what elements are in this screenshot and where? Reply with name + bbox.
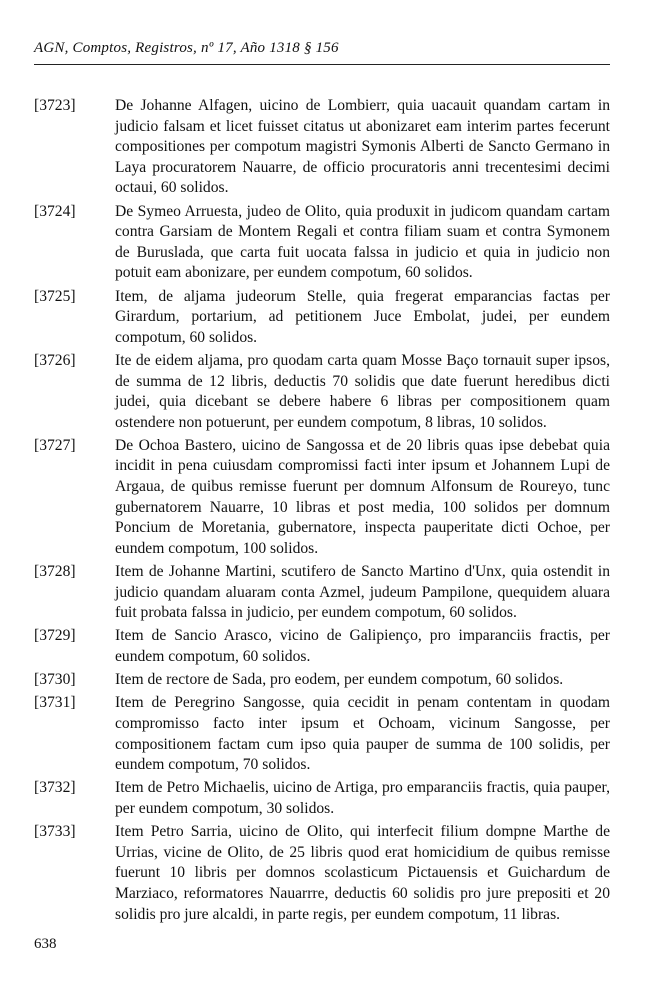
entry-3733 bbox=[34, 822, 610, 925]
entry-3725 bbox=[34, 287, 610, 349]
entry-text: Item, de aljama judeorum Stelle, quia fregerat emparancias factas per Girardum, portarium, ad petitionem Juce Embolat, judei, per eundem compotum, 60 solidos. bbox=[115, 287, 610, 346]
entry-text: Item de Peregrino Sangosse, quia cecidit in penam contentam in quodam compromisso facto inter ipsum et Ochoam, vicinum Sangosse, per compositionem factam cum ipso quia pauper de summa de 100 solidis, per eundem compotum, 70 solidos. bbox=[115, 694, 610, 774]
entry-text: De Ochoa Bastero, uicino de Sangossa et de 20 libris quas ipse debebat quia incidit in pena cuiusdam compromissi facti inter ipsum et Johannem Lupi de Argaua, de quibus remisse fuerunt per domnum Alfonsum de Roureyo, tunc gubernatorem Nauarre, 10 libras et post media, 100 solidos per domnum Poncium de Moretania, gubernatore, inspecta pauperitate dicti Ochoe, per eundem compotum, 100 solidos. bbox=[115, 436, 610, 557]
entry-number: [3727] bbox=[34, 436, 76, 454]
entry-3731 bbox=[34, 693, 610, 775]
entry-text: Item de Petro Michaelis, uicino de Artiga, pro emparanciis fractis, quia pauper, per eundem compotum, 30 solidos. bbox=[115, 779, 610, 817]
entry-number: [3729] bbox=[34, 627, 76, 645]
entry-text: De Symeo Arruesta, judeo de Olito, quia produxit in judicom quandam cartam contra Garsiam de Montem Regali et contra filiam suam et contra Symonem de Buruslada, que carta fuit uocata falssa in judicio et quia in judicio non potuit eam abonizare, per eundem compotum, 60 solidos. bbox=[115, 202, 610, 282]
entry-number: [3728] bbox=[34, 563, 76, 581]
entry-number: [3725] bbox=[34, 287, 76, 305]
entry-number: [3723] bbox=[34, 97, 76, 114]
entry-text: Item de Sancio Arasco, vicino de Galipienço, pro imparanciis fractis, per eundem compotum, 60 solidos. bbox=[115, 627, 610, 665]
entry-text: De Johanne Alfagen, uicino de Lombierr, quia uacauit quandam cartam in judicio falsam et licet fuisset citatus ut abonizaret eam interim partes fecerunt compositiones per compotum magistri Symonis Alberti de Sancto Germano in Laya procuratorem Nauarre, de officio procuratoris anni trecentesimi decimi octaui, 60 solidos. bbox=[115, 97, 610, 197]
entry-3726 bbox=[34, 351, 610, 433]
entry-3723 bbox=[34, 96, 610, 199]
entry-3729 bbox=[34, 626, 610, 667]
entry-text: Item Petro Sarria, uicino de Olito, qui interfecit filium dompne Marthe de Urrias, vicine de Olito, de 25 libris quod erat homicidium de quibus remisse fuerunt 10 libris per domnos scolasticum Pictauensis et Guichardum de Marziaco, reformatores Nauarrre, deductis 60 solidis pro jure prepositi et 20 solidis pro jure alcaldi, in parte regis, per eundem compotum, 11 libras. bbox=[115, 823, 610, 923]
entry-3728 bbox=[34, 562, 610, 624]
entry-list bbox=[34, 96, 610, 928]
entry-number: [3724] bbox=[34, 202, 76, 220]
entry-3732 bbox=[34, 778, 610, 819]
entry-number: [3731] bbox=[34, 694, 76, 712]
entry-number: [3730] bbox=[34, 671, 76, 689]
header-rule bbox=[34, 64, 610, 65]
page-number: 638 bbox=[34, 936, 57, 952]
entry-text: Item de Johanne Martini, scutifero de Sancto Martino d'Unx, quia ostendit in judicio quandam aluaram conta Azmel, judeum Pampilone, quequidem aluara fuit probata falssa in judicio, per eundem compotum, 60 solidos. bbox=[115, 563, 610, 622]
entry-number: [3726] bbox=[34, 351, 76, 369]
entry-3730 bbox=[34, 670, 610, 691]
running-head: AGN, Comptos, Registros, nº 17, Año 1318 § 156 bbox=[34, 40, 339, 56]
entry-number: [3732] bbox=[34, 779, 76, 797]
entry-3727 bbox=[34, 436, 610, 560]
entry-text: Item de rectore de Sada, pro eodem, per eundem compotum, 60 solidos. bbox=[115, 671, 564, 689]
entry-3724 bbox=[34, 202, 610, 284]
entry-number: [3733] bbox=[34, 823, 76, 841]
entry-text: Ite de eidem aljama, pro quodam carta quam Mosse Baço tornauit super ipsos, de summa de 12 libris, deductis 70 solidis que date fuerunt heredibus dicti judei, quia dicebant se debere habere 6 libras per compositionem quam ostendere non potuerunt, per eundem compotum, 8 libras, 10 solidos. bbox=[115, 351, 610, 431]
